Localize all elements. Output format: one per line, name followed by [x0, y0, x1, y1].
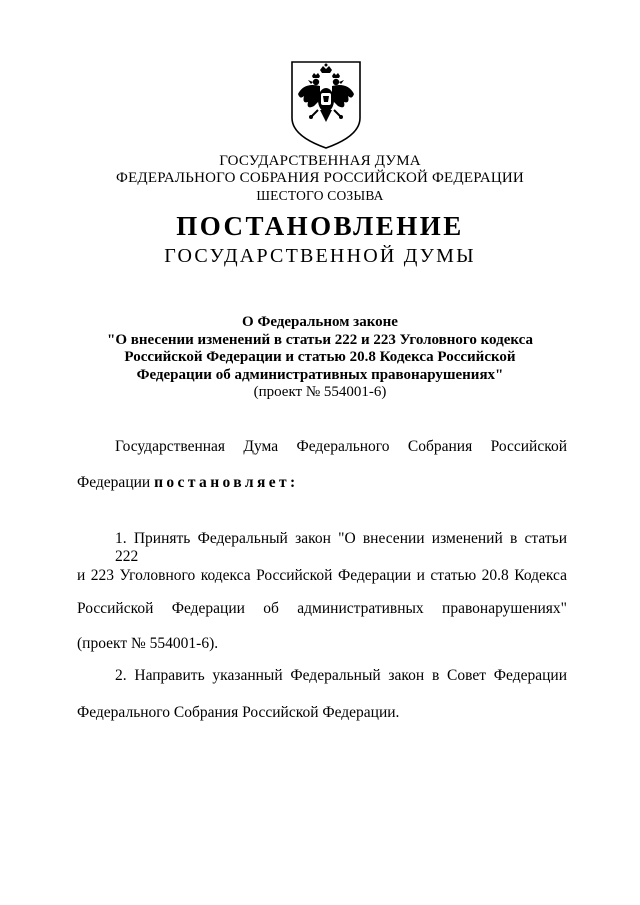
item-1-line-2: и 223 Уголовного кодекса Российской Федерации и статью 20.8 Кодекса: [77, 567, 567, 584]
organization-line-2: ФЕДЕРАЛЬНОГО СОБРАНИЯ РОССИЙСКОЙ ФЕДЕРАЦИИ: [116, 170, 524, 186]
convocation-line: ШЕСТОГО СОЗЫВА: [256, 188, 384, 203]
preamble-start: Федерации: [77, 474, 151, 491]
item-2-line-1: 2. Направить указанный Федеральный закон в Совет Федерации: [115, 667, 567, 684]
subject-line-4: Федерации об административных правонарушениях": [136, 366, 504, 383]
coat-of-arms-icon: [290, 60, 362, 150]
item-1-line-3: Российской Федерации об административных правонарушениях": [77, 600, 567, 617]
document-title: ПОСТАНОВЛЕНИЕ: [176, 211, 464, 241]
subject-line-3: Российской Федерации и статью 20.8 Кодекса Российской: [124, 349, 516, 365]
preamble-line-1: Государственная Дума Федерального Собрания Российской: [115, 438, 567, 455]
item-1-line-4: (проект № 554001-6).: [77, 635, 219, 652]
organization-line-1: ГОСУДАРСТВЕННАЯ ДУМА: [219, 153, 421, 169]
preamble-line-2: [77, 474, 567, 492]
document-subtitle: ГОСУДАРСТВЕННОЙ ДУМЫ: [164, 245, 476, 267]
subject-project-number: (проект № 554001-6): [253, 384, 387, 400]
subject-line-2: "О внесении изменений в статьи 222 и 223 Уголовного кодекса: [107, 331, 533, 348]
subject-line-1: О Федеральном законе: [242, 314, 398, 330]
item-2-line-2: Федерального Собрания Российской Федерации.: [77, 704, 400, 721]
decree-word: постановляет:: [154, 474, 299, 491]
subject-block: [60, 314, 580, 402]
item-1-line-1: 1. Принять Федеральный закон "О внесении изменений в статьи 222: [115, 530, 567, 565]
